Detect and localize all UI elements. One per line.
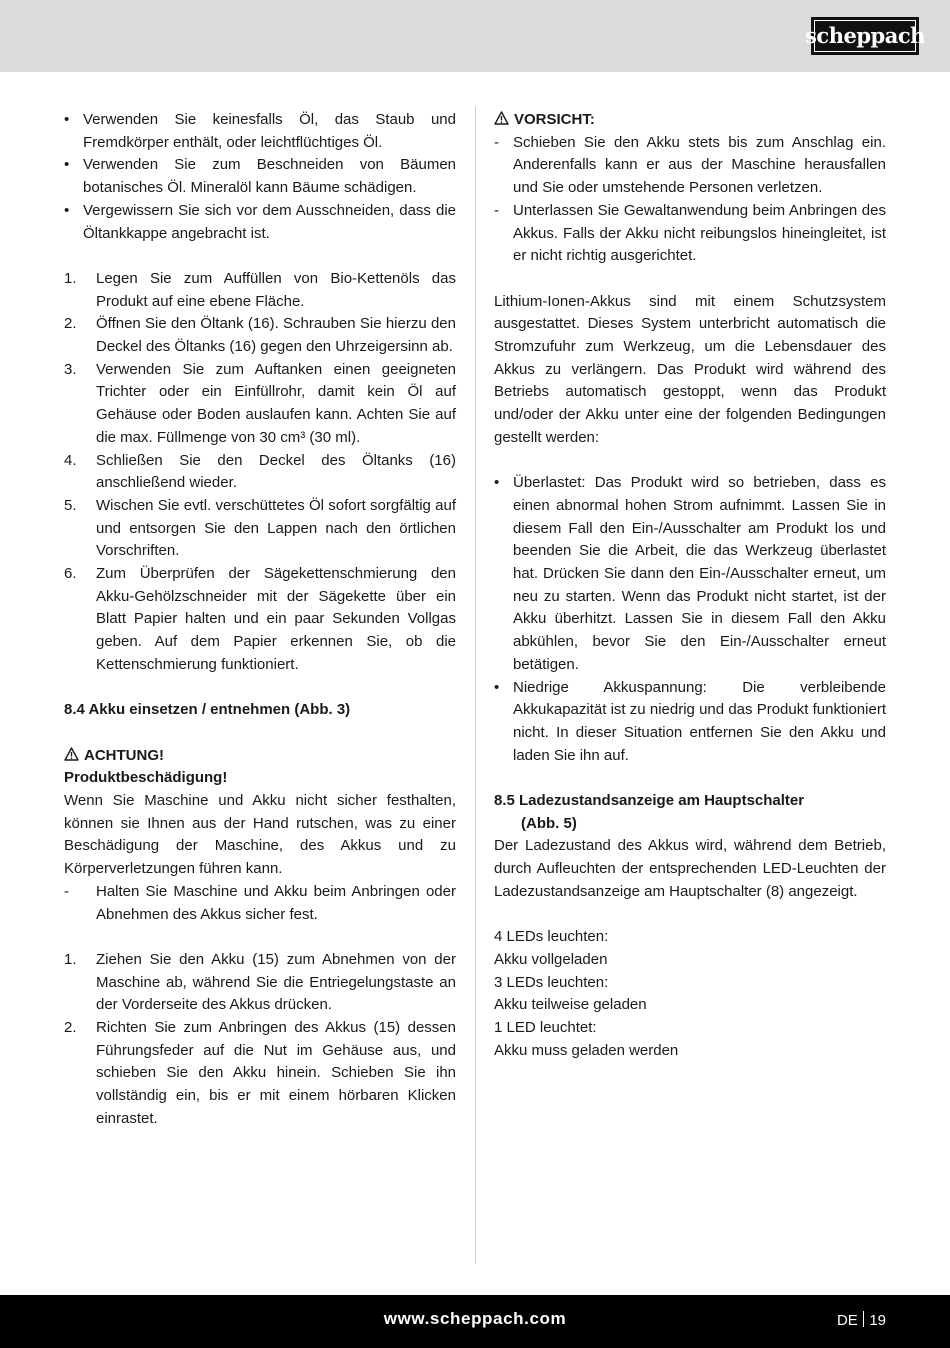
section-heading-8-5-figure: (Abb. 5) <box>521 814 577 832</box>
scheppach-logo: scheppach <box>811 17 919 55</box>
led-line: 1 LED leuchtet: <box>494 1019 597 1037</box>
list-item: 1. Ziehen Sie den Akku (15) zum Abnehmen von der Maschine ab, während Sie die Entriegelungstaste an der Vorderseite des Akkus drücken. <box>64 950 456 1014</box>
led-line: Akku vollgeladen <box>494 950 608 968</box>
list-item: • Verwenden Sie zum Beschneiden von Bäumen botanisches Öl. Mineralöl kann Bäume schädigen. <box>64 156 456 197</box>
section-heading-8-4: 8.4 Akku einsetzen / entnehmen (Abb. 3) <box>64 701 351 719</box>
list-item: - Halten Sie Maschine und Akku beim Anbringen oder Abnehmen des Akkus sicher fest. <box>64 882 456 923</box>
list-item: • Vergewissern Sie sich vor dem Ausschneiden, dass die Öltankkappe angebracht ist. <box>64 201 456 242</box>
battery-steps-list <box>64 949 456 1131</box>
warning-title: ACHTUNG! <box>64 745 456 768</box>
page-number <box>837 1310 886 1333</box>
caution-title: VORSICHT: <box>494 109 886 132</box>
protection-text: Lithium-Ionen-Akkus sind mit einem Schutzsystem ausgestattet. Dieses System unterbricht automatisch die Stromzufuhr zum Werkzeug, um die Lebensdauer des Akkus zu verlängern. Das Produkt wird während des Betriebs automatisch gestoppt, wenn das Produkt und/oder der Akku unter eine der folgenden Bedingungen gestellt werden: <box>494 292 886 446</box>
led-line: 4 LEDs leuchten: <box>494 928 609 946</box>
list-item: • Niedrige Akkuspannung: Die verbleibende Akkukapazität ist zu niedrig und das Produkt funktioniert nicht. In dieser Situation entfernen Sie den Akku und laden Sie ihn auf. <box>494 678 886 764</box>
led-line: Akku teilweise geladen <box>494 996 647 1014</box>
list-item: 1. Legen Sie zum Auffüllen von Bio-Kettenöls das Produkt auf eine ebene Fläche. <box>64 269 456 310</box>
warning-text: Wenn Sie Maschine und Akku nicht sicher festhalten, können sie Ihnen aus der Hand rutschen, was zu einer Beschädigung der Maschine, des Akkus und zu Körperverletzungen führen kann. <box>64 792 456 878</box>
warning-subtitle: Produktbeschädigung! <box>64 769 228 787</box>
column-divider <box>475 106 476 1264</box>
language-code: DE <box>836 1312 858 1329</box>
list-item: 3. Verwenden Sie zum Auftanken einen geeigneten Trichter oder ein Einfüllrohr, damit kein Öl auf Gehäuse oder Boden auslaufen kann. Achten Sie auf die max. Füllmenge von 30 cm³ (30 ml). <box>64 360 456 446</box>
list-item: 2. Richten Sie zum Anbringen des Akkus (15) dessen Führungsfeder auf die Nut im Gehäuse aus, und schieben Sie den Akku hinein. Schieben Sie ihn vollständig ein, bis er mit einem hörbaren Klicken einrastet. <box>64 1019 456 1127</box>
conditions-list <box>494 472 886 767</box>
warning-dash-list <box>64 881 456 926</box>
led-line: Akku muss geladen werden <box>494 1041 679 1059</box>
list-item: 6. Zum Überprüfen der Sägekettenschmierung den Akku-Gehölzschneider mit der Sägekette über ein Blatt Papier halten und ein paar Sekunden Vollgas geben. Auf dem Papier erkennen Sie, ob die Kettenschmierung funktioniert. <box>64 565 456 673</box>
charge-text: Der Ladezustand des Akkus wird, während dem Betrieb, durch Aufleuchten der entsprechenden LED-Leuchten der Ladezustandsanzeige am Hauptschalter (8) angezeigt. <box>494 837 886 900</box>
page-num: 19 <box>869 1312 886 1329</box>
warning-triangle-icon <box>64 747 79 761</box>
footer-url: www.scheppach.com <box>383 1309 567 1328</box>
list-item: • Verwenden Sie keinesfalls Öl, das Staub und Fremdkörper enthält, oder leichtflüchtiges Öl. <box>64 111 456 151</box>
caution-dash-list <box>494 132 886 268</box>
led-line: 3 LEDs leuchten: <box>494 973 609 991</box>
list-item: 4. Schließen Sie den Deckel des Öltanks (16) anschließend wieder. <box>64 451 456 492</box>
list-item: 5. Wischen Sie evtl. verschüttetes Öl sofort sorgfältig auf und entsorgen Sie den Lappen nach den örtlichen Vorschriften. <box>64 496 456 560</box>
list-item: • Überlastet: Das Produkt wird so betrieben, dass es einen abnormal hohen Strom aufnimmt. Lassen Sie in diesem Fall den Ein-/Ausschalter am Produkt los und beenden Sie die Arbeit, die das Werkzeug überlastet hat. Drücken Sie dann den Ein-/Ausschalter erneut, um neu zu starten. Wenn das Produkt nicht startet, ist der Akku überhitzt. Lassen Sie in diesem Fall den Akku abkühlen, bevor Sie den Ein-/Ausschalter erneut betätigen. <box>494 474 886 673</box>
list-item: - Unterlassen Sie Gewaltanwendung beim Anbringen des Akkus. Falls der Akku nicht reibungslos hineingleitet, ist er nicht richtig ausgerichtet. <box>494 201 886 265</box>
list-item: 2. Öffnen Sie den Öltank (16). Schrauben Sie hierzu den Deckel des Öltanks (16) gegen den Uhrzeigersinn ab. <box>64 315 456 356</box>
oil-bullet-list <box>64 109 456 245</box>
section-heading-8-5: 8.5 Ladezustandsanzeige am Hauptschalter <box>494 792 805 810</box>
right-column <box>494 109 886 1062</box>
warning-triangle-icon <box>494 111 509 125</box>
footer-bar <box>0 1295 950 1348</box>
list-item: - Schieben Sie den Akku stets bis zum Anschlag ein. Anderenfalls kann er aus der Maschine herausfallen und Sie oder umstehende Personen verletzen. <box>494 133 886 197</box>
oil-steps-list <box>64 268 456 677</box>
left-column <box>64 109 456 1131</box>
header-bar <box>0 0 950 72</box>
